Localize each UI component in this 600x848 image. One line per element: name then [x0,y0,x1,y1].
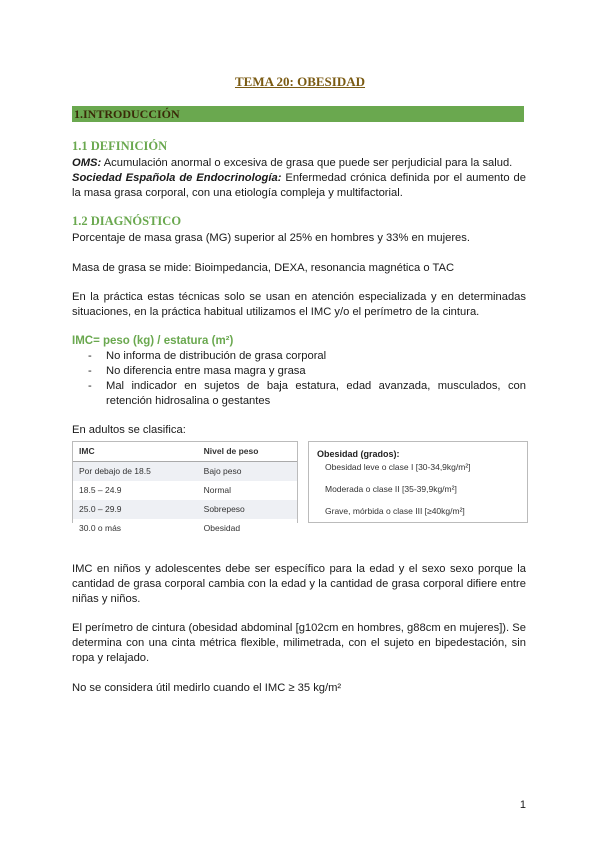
paragraph-porcentaje: Porcentaje de masa grasa (MG) superior al 25% en hombres y 33% en mujeres. [72,232,470,244]
imc-limitations-list [72,349,526,409]
imc-classification-table [72,441,298,533]
page-number: 1 [519,799,526,811]
list-item: - No diferencia entre masa magra y grasa [72,364,526,379]
list-item: - No informa de distribución de grasa corporal [72,349,526,364]
oms-text: Acumulación anormal o excesiva de grasa que puede ser perjudicial para la salud. [101,157,513,169]
table-cell: 25.0 – 29.9 [73,500,198,519]
table-cell: Sobrepeso [198,500,297,519]
paragraph-ninos: IMC en niños y adolescentes debe ser específico para la edad y el sexo sexo porque la cantidad de grasa corporal cambia con la edad y la cantidad de grasa corporal difiere entre niñas y niños. [72,563,526,605]
list-item: - Mal indicador en sujetos de baja estatura, edad avanzada, musculados, con retención hidrosalina o gestantes [72,379,526,409]
paragraph-practica: En la práctica estas técnicas solo se usan en atención especializada y en determinadas situaciones, en la práctica habitual utilizamos el IMC y/o el perímetro de la cintura. [72,291,526,318]
definition-see [72,171,526,201]
paragraph-adultos: En adultos se clasifica: [72,424,186,436]
obesity-grade-3: Grave, mórbida o clase III [≥40kg/m²] [325,506,465,516]
subheading-diagnostico: 1.2 DIAGNÓSTICO [72,214,182,228]
table-cell: Normal [198,481,297,500]
obesity-grade-1: Obesidad leve o clase I [30-34,9kg/m²] [325,462,471,472]
paragraph-perimetro: El perímetro de cintura (obesidad abdominal [g102cm en hombres, g88cm en mujeres]). Se determina con una cinta métrica flexible, milimetrada, con el sujeto en bipedestación, sin ropa y relajado. [72,622,526,664]
see-text: Enfermedad crónica definida por el aumento de la masa grasa corporal, con una etiología compleja y multifactorial. [72,172,526,199]
obesity-grade-2: Moderada o clase II [35-39,9kg/m²] [325,484,457,494]
subheading-definicion: 1.1 DEFINICIÓN [72,139,168,153]
obesity-grades-box [308,441,528,523]
table-cell: Por debajo de 18.5 [73,462,198,482]
table-header-nivel: Nivel de peso [198,442,297,462]
table-cell: 30.0 o más [73,519,198,538]
table-cell: Bajo peso [198,462,297,482]
table-cell: Obesidad [198,519,297,538]
table-row [73,462,297,482]
see-label: Sociedad Española de Endocrinología: [72,172,282,184]
table-header-imc: IMC [73,442,198,462]
table-row [73,519,297,538]
oms-label: OMS: [72,157,102,169]
table-row [73,481,297,500]
table-row [73,500,297,519]
section-heading-introduccion: 1.INTRODUCCIÓN [72,106,524,122]
page-title: TEMA 20: OBESIDAD [234,74,366,89]
definition-oms [72,156,526,171]
paragraph-no-util: No se considera útil medirlo cuando el IMC ≥ 35 kg/m² [72,682,342,694]
obesity-grades-title: Obesidad (grados): [317,449,400,459]
table-cell: 18.5 – 24.9 [73,481,198,500]
imc-formula: IMC= peso (kg) / estatura (m²) [72,335,234,347]
paragraph-masa-grasa: Masa de grasa se mide: Bioimpedancia, DEXA, resonancia magnética o TAC [72,262,455,274]
